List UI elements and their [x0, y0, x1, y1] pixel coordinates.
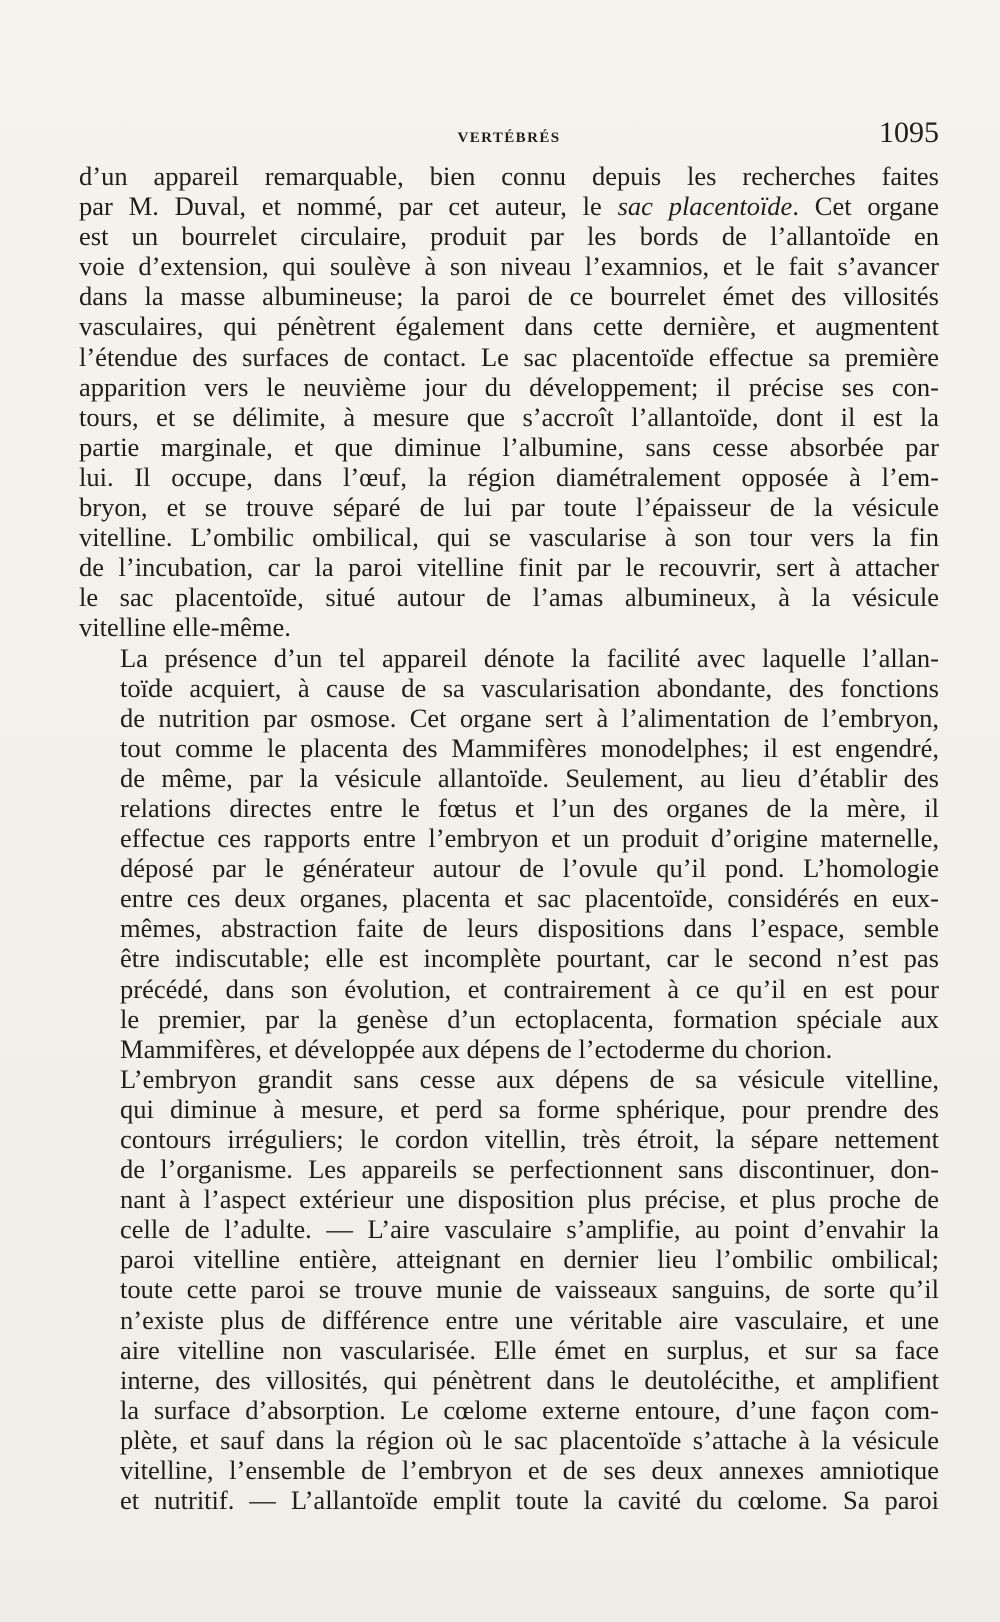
text-line: bryon, et se trouve séparé de lui par toute l’épaisseur de la vésicule — [79, 492, 939, 523]
text-line: effectue ces rapports entre l’embryon et un produit d’origine maternelle, — [120, 823, 939, 854]
text-line: partie marginale, et que diminue l’albumine, sans cesse absorbée par — [79, 431, 939, 462]
text-line: entre ces deux organes, placenta et sac placentoïde, considérés en eux- — [120, 883, 939, 914]
text-fragment: . Cet organe — [792, 191, 939, 222]
text-line: dans la masse albumineuse; la paroi de ce bourrelet émet des villosités — [79, 281, 939, 312]
page-text — [79, 161, 939, 1515]
italic-term: sac placentoïde — [617, 191, 793, 222]
running-title: VERTÉBRÉS — [457, 130, 561, 146]
text-line: tout comme le placenta des Mammifères monodelphes; il est engendré, — [120, 732, 939, 763]
paragraph-2 — [79, 643, 939, 1064]
text-line: de nutrition par osmose. Cet organe sert à l’alimentation de l’embryon, — [120, 702, 939, 733]
text-line — [79, 191, 939, 221]
page-number: 1095 — [879, 116, 939, 149]
text-line: apparition vers le neuvième jour du développement; il précise ses con- — [79, 371, 939, 402]
text-line: être indiscutable; elle est incomplète pourtant, car le second n’est pas — [120, 943, 939, 974]
text-line: aire vitelline non vascularisée. Elle émet en surplus, et sur sa face — [120, 1334, 939, 1365]
text-line: contours irréguliers; le cordon vitellin, très étroit, la sépare nettement — [120, 1124, 939, 1154]
text-line: vitelline, l’ensemble de l’embryon et de ses deux annexes amniotique — [120, 1455, 939, 1486]
text-line: paroi vitelline entière, atteignant en dernier lieu l’ombilic ombilical; — [120, 1244, 939, 1275]
text-line: le sac placentoïde, situé autour de l’amas albumineux, à la vésicule — [79, 582, 939, 613]
running-header — [79, 118, 939, 158]
text-line: qui diminue à mesure, et perd sa forme sphérique, pour prendre des — [120, 1093, 939, 1124]
text-line: L’embryon grandit sans cesse aux dépens de sa vésicule vitelline, — [120, 1063, 939, 1094]
text-line: de l’organisme. Les appareils se perfectionnent sans discontinuer, don- — [120, 1154, 939, 1185]
text-line: interne, des villosités, qui pénètrent dans le deutolécithe, et amplifient — [120, 1364, 939, 1395]
text-line: de l’incubation, car la paroi vitelline finit par le recouvrir, sert à attacher — [79, 552, 939, 583]
text-line: lui. Il occupe, dans l’œuf, la région diamétralement opposée à l’em- — [79, 461, 939, 492]
paragraph-3 — [79, 1064, 939, 1515]
text-line: vasculaires, qui pénètrent également dans cette dernière, et augmentent — [79, 311, 939, 342]
text-line: vitelline elle-même. — [79, 612, 291, 643]
text-line: Mammifères, et développée aux dépens de l’ectoderme du chorion. — [120, 1033, 833, 1064]
text-line: plète, et sauf dans la région où le sac placentoïde s’attache à la vésicule — [120, 1424, 939, 1455]
text-line: n’existe plus de différence entre une véritable aire vasculaire, et une — [120, 1304, 939, 1335]
text-line: la surface d’absorption. Le cœlome externe entoure, d’une façon com- — [120, 1394, 939, 1425]
text-line: déposé par le générateur autour de l’ovule qu’il pond. L’homologie — [120, 853, 939, 884]
text-line: précédé, dans son évolution, et contrairement à ce qu’il en est pour — [120, 973, 939, 1004]
text-line: l’étendue des surfaces de contact. Le sac placentoïde effectue sa première — [79, 341, 939, 372]
paragraph-1 — [79, 161, 939, 643]
text-line: et nutritif. — L’allantoïde emplit toute la cavité du cœlome. Sa paroi — [120, 1485, 939, 1516]
text-line: La présence d’un tel appareil dénote la facilité avec laquelle l’allan- — [120, 642, 939, 673]
text-fragment: par M. Duval, et nommé, par cet auteur, le — [79, 191, 618, 222]
text-line: le premier, par la genèse d’un ectoplacenta, formation spéciale aux — [120, 1003, 939, 1034]
text-line: nant à l’aspect extérieur une disposition plus précise, et plus proche de — [120, 1184, 939, 1215]
text-line: de même, par la vésicule allantoïde. Seulement, au lieu d’établir des — [120, 762, 939, 793]
text-line: celle de l’adulte. — L’aire vasculaire s’amplifie, au point d’envahir la — [120, 1214, 939, 1245]
text-line: tours, et se délimite, à mesure que s’accroît l’allantoïde, dont il est la — [79, 401, 939, 432]
text-line: vitelline. L’ombilic ombilical, qui se vascularise à son tour vers la fin — [79, 522, 939, 553]
text-line: toute cette paroi se trouve munie de vaisseaux sanguins, de sorte qu’il — [120, 1274, 939, 1305]
text-line: voie d’extension, qui soulève à son niveau l’examnios, et le fait s’avancer — [79, 251, 939, 282]
text-line: relations directes entre le fœtus et l’un des organes de la mère, il — [120, 792, 939, 823]
text-line: d’un appareil remarquable, bien connu depuis les recherches faites — [79, 161, 939, 191]
text-line: mêmes, abstraction faite de leurs dispositions dans l’espace, semble — [120, 913, 939, 944]
text-line: toïde acquiert, à cause de sa vascularisation abondante, des fonctions — [120, 672, 939, 703]
text-line: est un bourrelet circulaire, produit par les bords de l’allantoïde en — [79, 221, 939, 252]
